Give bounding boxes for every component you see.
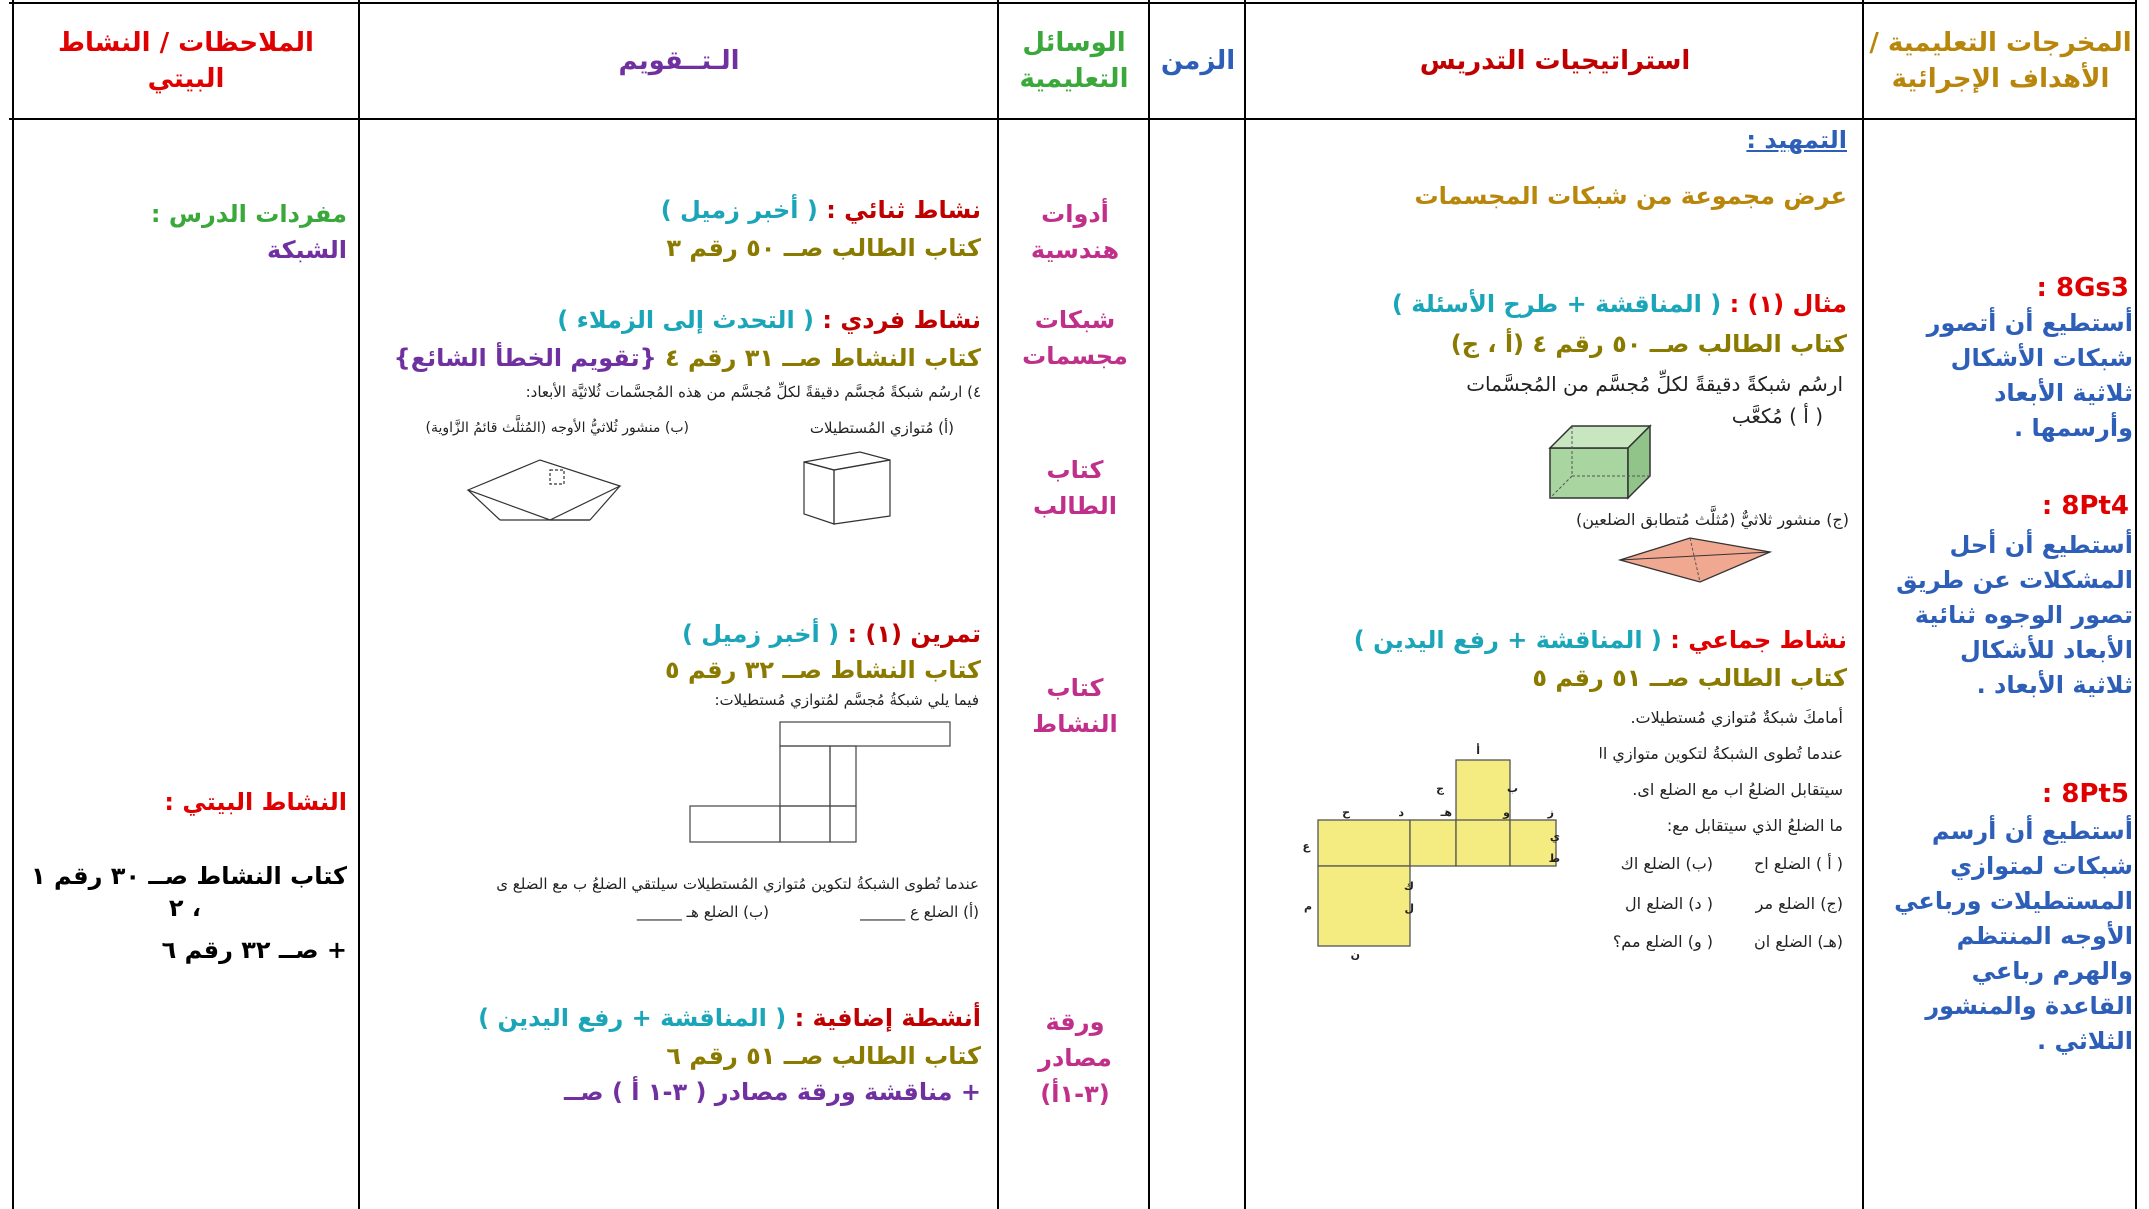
net-label: ط	[1548, 852, 1560, 865]
tool-student-book: كتاب الطالب	[1032, 456, 1118, 520]
tool-nets: شبكات مجسمات	[1022, 306, 1128, 370]
exercise-a: (أ) الضلع ع ______	[860, 903, 979, 921]
net-label: ح	[1342, 806, 1350, 819]
solo-b: (ب) منشور ثُلاثيُّ الأوجه (المُثلَّث قائمُ الزَّاوية)	[425, 420, 689, 436]
group-opt-d: ( د) الضلع ال	[1625, 894, 1713, 913]
group-method: ( المناقشة + رفع اليدين )	[1353, 626, 1662, 654]
cuboid-net-figure	[680, 712, 970, 860]
vocab-word: الشبكة	[267, 236, 347, 264]
outcome-text: أستطيع أن أرسم شبكات لمتوازي المستطيلات ورباعي الأوجه المنتظم والهرم رباعي القاعدة والمنشور الثلاثي .	[1894, 817, 2133, 1055]
net-label: ع	[1302, 840, 1310, 853]
example-title: مثال (١) :	[1729, 290, 1847, 318]
net-label: ج	[1436, 782, 1444, 795]
net-label: و	[1503, 806, 1510, 819]
divider-outcomes	[1862, 0, 1864, 1209]
example-a: ( أ ) مُكعَّب	[1731, 404, 1823, 428]
outcome-text: أستطيع أن أتصور شبكات الأشكال ثلاثية الأبعاد وأرسمها .	[1926, 309, 2133, 442]
exercise-method: ( أخبر زميل )	[681, 620, 840, 648]
outcome-code: 8Pt4 :	[2041, 491, 2129, 521]
exercise-title: تمرين (١) :	[847, 620, 981, 648]
pair-ref: كتاب الطالب صــ ٥٠ رقم ٣	[666, 234, 981, 262]
prism-figure	[1610, 530, 1780, 592]
cuboid-figure	[800, 448, 920, 544]
divider-strategies	[1244, 0, 1246, 1209]
border-left	[12, 0, 14, 1209]
tool-activity-book: كتاب النشاط	[1032, 674, 1118, 738]
solo-ref-line	[394, 340, 981, 376]
home-title: النشاط البيتي :	[164, 788, 347, 816]
exercise-question: فيما يلي شبكةُ مُجسَّم لمُتوازي مُستطيلات:	[714, 691, 979, 709]
exercise-heading	[682, 616, 981, 652]
header-evaluation: الـتــقويم	[618, 46, 740, 76]
extra-method: ( المناقشة + رفع اليدين )	[478, 1004, 787, 1032]
divider-tools	[997, 0, 999, 1209]
group-q1: أمامكَ شبكةٌ مُتوازي مُستطيلات.	[1630, 708, 1843, 727]
home-line-2: ، ٢	[168, 894, 201, 922]
cube-figure	[1530, 418, 1680, 514]
example-heading	[1392, 286, 1847, 322]
group-q2: عندما تُطوى الشبكةُ لتكوين متوازي المُستطيلات	[1527, 744, 1843, 763]
header-tools: الوسائل التعليمية	[1019, 28, 1129, 94]
header-strategies: استراتيجيات التدريس	[1419, 46, 1691, 76]
net-label: م	[1303, 900, 1312, 913]
example-method: ( المناقشة + طرح الأسئلة )	[1391, 290, 1722, 318]
header-time: الزمن	[1160, 46, 1236, 76]
group-opt-c: (ج) الضلع مر	[1755, 894, 1843, 913]
intro-title: التمهيد :	[1746, 126, 1847, 154]
pair-title: نشاط ثنائي :	[826, 196, 981, 224]
vocab-title: مفردات الدرس :	[150, 200, 347, 228]
exercise-question-2: عندما تُطوى الشبكةُ لتكوين مُتوازي المُستطيلات سيلتقي الضلعُ ب مع الضلع ى	[496, 875, 979, 893]
outcome-text: أستطيع أن أحل المشكلات عن طريق تصور الوجوه ثنائية الأبعاد للأشكال ثلاثية الأبعاد .	[1896, 531, 2133, 699]
header-outcomes: المخرجات التعليمية / الأهداف الإجرائية	[1869, 28, 2132, 94]
pair-heading	[661, 192, 981, 228]
net-label: ي	[1549, 830, 1560, 843]
solo-title: نشاط فردي :	[822, 306, 981, 334]
prism-triangle-figure	[460, 450, 630, 546]
group-opt-e: (هـ) الضلع ان	[1754, 932, 1843, 951]
group-opt-f: ( و) الضلع مم؟	[1612, 932, 1713, 951]
net-label: د	[1398, 806, 1404, 819]
example-c: (ج) منشور ثلاثيٌّ (مُثلَّث مُتطابق الضلعين)	[1576, 510, 1849, 529]
net-label: هـ	[1440, 806, 1452, 819]
tool-geometry: أدوات هندسية	[1030, 200, 1120, 264]
net-figure-group	[1302, 740, 1600, 961]
home-line-1: كتاب النشاط صــ ٣٠ رقم ١	[31, 862, 347, 890]
solo-method: ( التحدث إلى الزملاء )	[557, 306, 814, 334]
group-q4: ما الضلعُ الذي سيتقابل مع:	[1666, 816, 1843, 835]
net-label: ز	[1547, 806, 1554, 819]
group-heading	[1354, 622, 1847, 658]
exercise-b: (ب) الضلع هـ ______	[636, 903, 769, 921]
pair-method: ( أخبر زميل )	[660, 196, 818, 224]
group-ref: كتاب الطالب صــ ٥١ رقم ٥	[1532, 664, 1847, 692]
extra-title: أنشطة إضافية :	[794, 1004, 981, 1032]
solo-question: ٤) ارسُم شبكةً مُجسَّم دقيقةً لكلِّ مُجسَّم من هذه المُجسَّمات ثُلاثيَّة الأبعاد:	[525, 383, 981, 401]
group-opt-a: ( أ ) الضلع اح	[1753, 854, 1843, 873]
solo-ref: كتاب النشاط صــ ٣١ رقم ٤	[665, 344, 981, 372]
net-label: ن	[1350, 948, 1360, 961]
net-label: ل	[1404, 902, 1414, 915]
group-q3: سيتقابل الضلعُ اب مع الضلع اى.	[1632, 780, 1843, 799]
group-title: نشاط جماعي :	[1670, 626, 1847, 654]
border-right	[2135, 0, 2137, 1209]
header-notes: الملاحظات / النشاط البيتي	[58, 28, 314, 94]
header-divider	[9, 118, 2137, 120]
extra-ref-2: + مناقشة ورقة مصادر ( ٣-١ أ ) صــ	[563, 1078, 981, 1106]
divider-time	[1148, 0, 1150, 1209]
example-question: ارسُم شبكةً دقيقةً لكلِّ مُجسَّم من المُجسَّمات	[1466, 372, 1843, 396]
solo-a: (أ) مُتوازي المُستطيلات	[809, 419, 954, 437]
outcome-code: 8Pt5 :	[2041, 779, 2129, 809]
tool-resource-sheet: ورقة مصادر (٣-١أ)	[1038, 1008, 1112, 1108]
extra-ref: كتاب الطالب صــ ٥١ رقم ٦	[666, 1042, 981, 1070]
divider-evaluation	[358, 0, 360, 1209]
outcome-code: 8Gs3 :	[2036, 273, 2129, 303]
home-line-3: + صــ ٣٢ رقم ٦	[161, 936, 347, 964]
net-label: ك	[1403, 880, 1414, 893]
example-ref: كتاب الطالب صــ ٥٠ رقم ٤ (أ ، ج)	[1450, 330, 1847, 358]
solo-heading	[557, 302, 981, 338]
extra-heading	[478, 1000, 981, 1036]
solo-extra: {تقويم الخطأ الشائع}	[393, 344, 657, 372]
exercise-ref: كتاب النشاط صــ ٣٢ رقم ٥	[665, 656, 981, 684]
intro-text: عرض مجموعة من شبكات المجسمات	[1414, 182, 1847, 210]
net-label: أ	[1476, 744, 1480, 757]
group-opt-b: (ب) الضلع اك	[1620, 854, 1713, 873]
net-label: ب	[1506, 782, 1518, 795]
